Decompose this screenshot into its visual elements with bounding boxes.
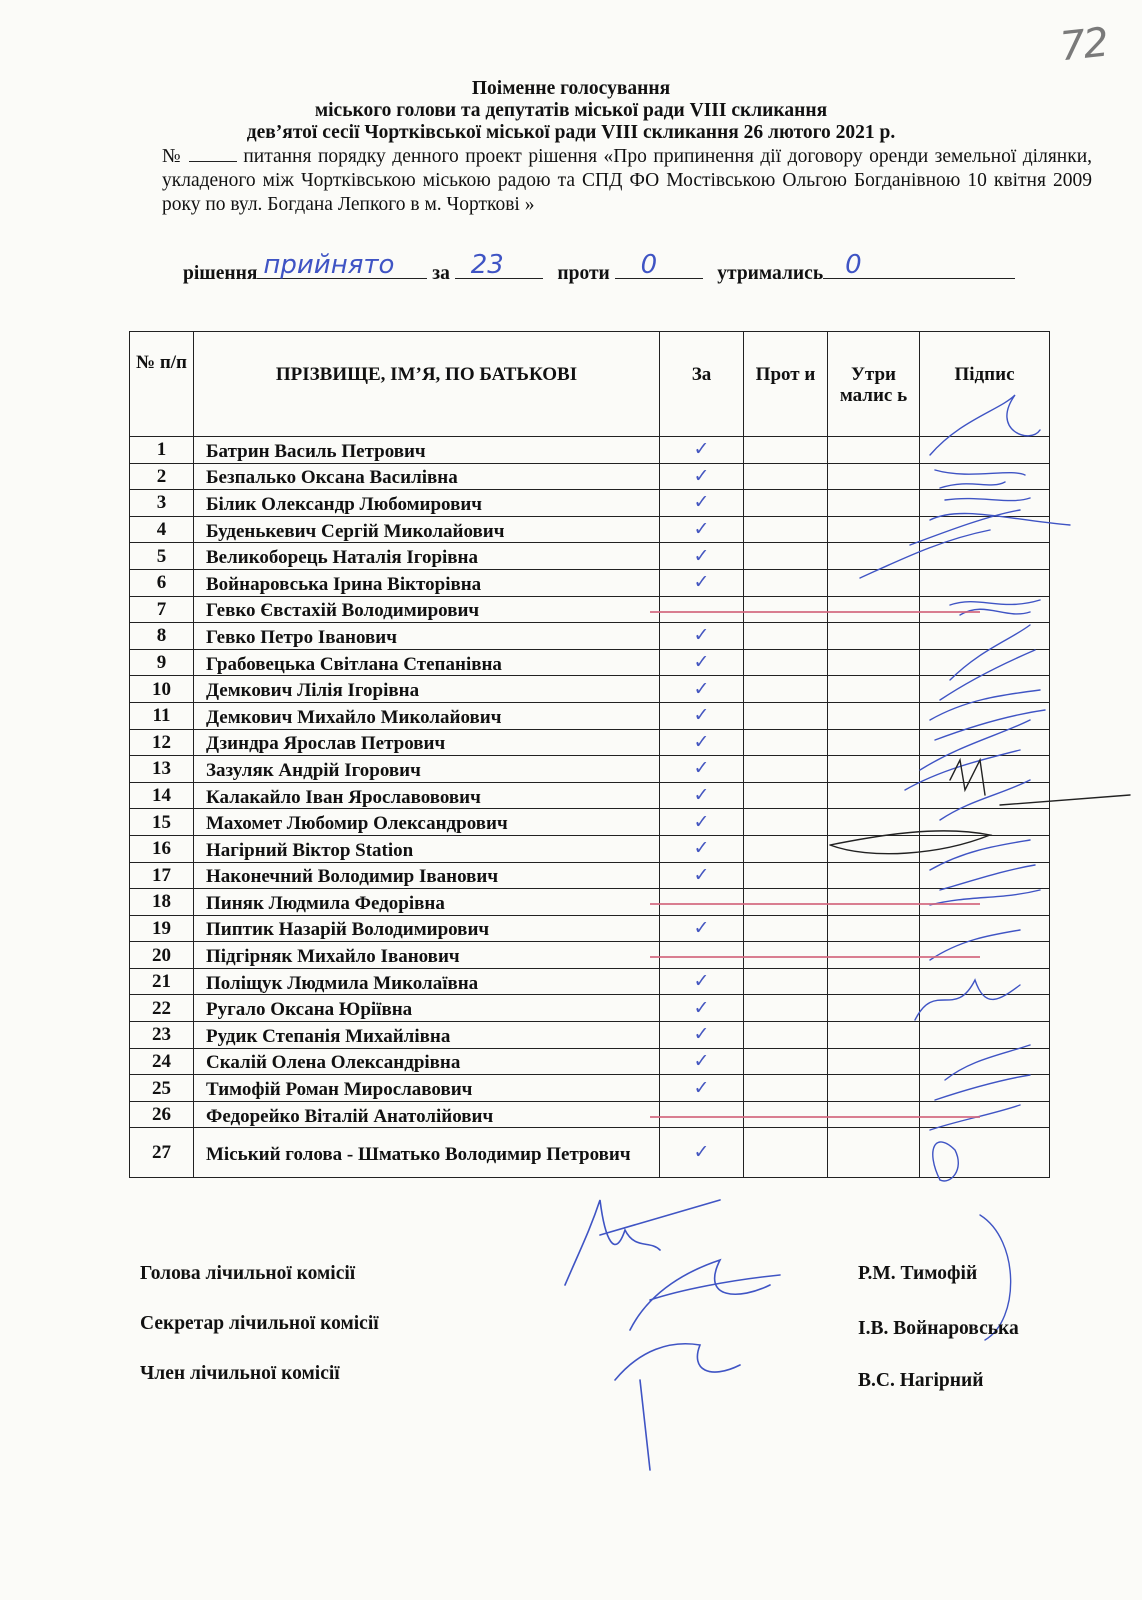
vote-abstained-cell bbox=[828, 756, 920, 783]
vote-abstained-cell bbox=[828, 490, 920, 517]
vote-abstained-cell bbox=[828, 782, 920, 809]
row-number: 11 bbox=[130, 702, 194, 729]
agenda-text: питання порядку денного проект рішення «Про припинення дії договору оренди земельної ділянки, укладеного між Чортківською міською радою та СПД ФО Мостівською Ольгою Богданівною 10 квітня 2009 року по вул. Богдана Лепкого в м. Чорткові » bbox=[162, 146, 1093, 215]
vote-against-cell bbox=[744, 1075, 828, 1102]
absent-strike-line bbox=[650, 611, 980, 613]
vote-against-cell bbox=[744, 915, 828, 942]
vote-abstained-cell bbox=[828, 569, 920, 596]
row-number: 12 bbox=[130, 729, 194, 756]
table-row bbox=[130, 1128, 1050, 1178]
table-row bbox=[130, 437, 1050, 464]
row-number: 1 bbox=[130, 437, 194, 464]
against-label: проти bbox=[557, 263, 610, 284]
title-line-2: міського голови та депутатів міської ради VIII скликання bbox=[314, 100, 828, 121]
table-row bbox=[130, 676, 1050, 703]
vote-for-cell: ✓ bbox=[660, 915, 744, 942]
table-row bbox=[130, 968, 1050, 995]
row-name: Білик Олександр Любомирович bbox=[194, 490, 660, 517]
row-number: 2 bbox=[130, 463, 194, 490]
vote-against-cell bbox=[744, 889, 828, 916]
commission-member-name: В.С. Нагірний bbox=[858, 1370, 984, 1391]
row-name: Нагірний Віктор Station bbox=[194, 835, 660, 862]
vote-against-cell bbox=[744, 756, 828, 783]
vote-abstained-cell bbox=[828, 889, 920, 916]
row-name: Тимофій Роман Мирославович bbox=[194, 1075, 660, 1102]
vote-abstained-cell bbox=[828, 1022, 920, 1049]
vote-for-cell: ✓ bbox=[660, 756, 744, 783]
vote-for-cell: ✓ bbox=[660, 676, 744, 703]
row-number: 18 bbox=[130, 889, 194, 916]
title-line-1: Поіменне голосування bbox=[471, 78, 671, 99]
table-row bbox=[130, 756, 1050, 783]
vote-for-cell: ✓ bbox=[660, 569, 744, 596]
table-row bbox=[130, 649, 1050, 676]
vote-abstained-cell bbox=[828, 942, 920, 969]
vote-against-cell bbox=[744, 995, 828, 1022]
vote-for-cell: ✓ bbox=[660, 1048, 744, 1075]
table-row bbox=[130, 915, 1050, 942]
vote-abstained-cell bbox=[828, 809, 920, 836]
title-line-3: дев’ятої сесії Чортківської міської ради VIII скликання 26 лютого 2021 р. bbox=[246, 122, 896, 143]
vote-abstained-cell bbox=[828, 649, 920, 676]
decision-line bbox=[183, 250, 1083, 285]
row-number: 17 bbox=[130, 862, 194, 889]
vote-for-cell: ✓ bbox=[660, 649, 744, 676]
row-name: Батрин Василь Петрович bbox=[194, 437, 660, 464]
row-name: Підгірняк Михайло Іванович bbox=[194, 942, 660, 969]
vote-abstained-cell bbox=[828, 623, 920, 650]
vote-against-cell bbox=[744, 702, 828, 729]
voting-table-body bbox=[130, 437, 1050, 1178]
vote-abstained-cell bbox=[828, 702, 920, 729]
row-number: 9 bbox=[130, 649, 194, 676]
vote-for-cell: ✓ bbox=[660, 782, 744, 809]
commission-member-signature bbox=[615, 1344, 740, 1470]
vote-against-cell bbox=[744, 463, 828, 490]
vote-against-cell bbox=[744, 1101, 828, 1128]
signature-cell bbox=[920, 1128, 1050, 1178]
row-name: Безпалько Оксана Василівна bbox=[194, 463, 660, 490]
signature-cell bbox=[920, 835, 1050, 862]
row-number: 25 bbox=[130, 1075, 194, 1102]
row-number: 6 bbox=[130, 569, 194, 596]
row-number: 24 bbox=[130, 1048, 194, 1075]
vote-abstained-cell bbox=[828, 596, 920, 623]
vote-for-cell: ✓ bbox=[660, 463, 744, 490]
commission-member-label: Член лічильної комісії bbox=[140, 1363, 340, 1384]
vote-against-cell bbox=[744, 490, 828, 517]
vote-abstained-cell bbox=[828, 862, 920, 889]
signature-cell bbox=[920, 756, 1050, 783]
vote-against-cell bbox=[744, 676, 828, 703]
row-number: 21 bbox=[130, 968, 194, 995]
signature-cell bbox=[920, 995, 1050, 1022]
row-number: 27 bbox=[130, 1128, 194, 1178]
row-name: Великоборець Наталія Ігорівна bbox=[194, 543, 660, 570]
header-signature: Підпис bbox=[920, 332, 1050, 437]
table-row bbox=[130, 995, 1050, 1022]
row-number: 10 bbox=[130, 676, 194, 703]
vote-for-cell: ✓ bbox=[660, 729, 744, 756]
signature-cell bbox=[920, 889, 1050, 916]
signature-cell bbox=[920, 596, 1050, 623]
vote-for-cell: ✓ bbox=[660, 543, 744, 570]
vote-against-cell bbox=[744, 596, 828, 623]
table-header-row bbox=[130, 332, 1050, 437]
signature-cell bbox=[920, 942, 1050, 969]
voting-table bbox=[129, 331, 1050, 1178]
table-row bbox=[130, 942, 1050, 969]
row-number: 8 bbox=[130, 623, 194, 650]
vote-against-cell bbox=[744, 543, 828, 570]
signature-cell bbox=[920, 516, 1050, 543]
absent-strike-line bbox=[650, 903, 980, 905]
signature-cell bbox=[920, 782, 1050, 809]
vote-for-cell: ✓ bbox=[660, 516, 744, 543]
table-row bbox=[130, 490, 1050, 517]
table-row bbox=[130, 596, 1050, 623]
row-number: 5 bbox=[130, 543, 194, 570]
vote-for-cell: ✓ bbox=[660, 623, 744, 650]
vote-for-cell: ✓ bbox=[660, 835, 744, 862]
vote-abstained-cell bbox=[828, 968, 920, 995]
abstained-label: утримались bbox=[717, 263, 824, 284]
for-value: 23 bbox=[470, 250, 504, 280]
table-row bbox=[130, 835, 1050, 862]
signature-cell bbox=[920, 490, 1050, 517]
table-row bbox=[130, 623, 1050, 650]
vote-against-cell bbox=[744, 1048, 828, 1075]
row-number: 7 bbox=[130, 596, 194, 623]
for-label: за bbox=[432, 263, 450, 284]
vote-for-cell: ✓ bbox=[660, 1128, 744, 1178]
vote-abstained-cell bbox=[828, 463, 920, 490]
row-name: Федорейко Віталій Анатолійович bbox=[194, 1101, 660, 1128]
signature-cell bbox=[920, 623, 1050, 650]
vote-against-cell bbox=[744, 729, 828, 756]
row-number: 20 bbox=[130, 942, 194, 969]
commission-secretary-signature bbox=[630, 1260, 780, 1330]
vote-against-cell bbox=[744, 942, 828, 969]
table-row bbox=[130, 516, 1050, 543]
table-row bbox=[130, 1022, 1050, 1049]
signature-cell bbox=[920, 1022, 1050, 1049]
vote-abstained-cell bbox=[828, 676, 920, 703]
row-name: Пиптик Назарій Володимирович bbox=[194, 915, 660, 942]
vote-abstained-cell bbox=[828, 437, 920, 464]
vote-against-cell bbox=[744, 516, 828, 543]
agenda-number-blank bbox=[189, 147, 237, 162]
table-row bbox=[130, 1075, 1050, 1102]
vote-against-cell bbox=[744, 1128, 828, 1178]
table-row bbox=[130, 702, 1050, 729]
vote-against-cell bbox=[744, 437, 828, 464]
header-name: ПРІЗВИЩЕ, ІМ’Я, ПО БАТЬКОВІ bbox=[194, 332, 660, 437]
signature-cell bbox=[920, 702, 1050, 729]
header-against: Прот и bbox=[744, 332, 828, 437]
signature-cell bbox=[920, 729, 1050, 756]
row-number: 19 bbox=[130, 915, 194, 942]
row-name: Гевко Петро Іванович bbox=[194, 623, 660, 650]
vote-for-cell: ✓ bbox=[660, 995, 744, 1022]
table-row bbox=[130, 543, 1050, 570]
signature-cell bbox=[920, 1048, 1050, 1075]
vote-against-cell bbox=[744, 623, 828, 650]
decision-label: рішення bbox=[183, 263, 258, 284]
absent-strike-line bbox=[650, 956, 980, 958]
row-number: 22 bbox=[130, 995, 194, 1022]
vote-for-cell: ✓ bbox=[660, 490, 744, 517]
agenda-number-sign: № bbox=[162, 146, 183, 167]
signature-cell bbox=[920, 676, 1050, 703]
abstained-field bbox=[823, 250, 1015, 280]
against-value: 0 bbox=[640, 250, 658, 280]
row-name: Пиняк Людмила Федорівна bbox=[194, 889, 660, 916]
header-number: № п/п bbox=[130, 332, 194, 437]
row-name: Ругало Оксана Юріївна bbox=[194, 995, 660, 1022]
header-abstained: Утри малис ь bbox=[828, 332, 920, 437]
row-name: Наконечний Володимир Іванович bbox=[194, 862, 660, 889]
signature-cell bbox=[920, 649, 1050, 676]
vote-abstained-cell bbox=[828, 516, 920, 543]
row-number: 14 bbox=[130, 782, 194, 809]
commission-head-signature bbox=[565, 1200, 720, 1285]
row-number: 26 bbox=[130, 1101, 194, 1128]
signature-cell bbox=[920, 915, 1050, 942]
vote-for-cell: ✓ bbox=[660, 968, 744, 995]
decision-field bbox=[257, 250, 427, 280]
header-for: За bbox=[660, 332, 744, 437]
vote-abstained-cell bbox=[828, 1128, 920, 1178]
signature-cell bbox=[920, 463, 1050, 490]
table-row bbox=[130, 1101, 1050, 1128]
vote-against-cell bbox=[744, 782, 828, 809]
against-field bbox=[615, 250, 703, 280]
table-row bbox=[130, 782, 1050, 809]
agenda-item bbox=[162, 145, 1092, 217]
vote-for-cell: ✓ bbox=[660, 1075, 744, 1102]
table-row bbox=[130, 729, 1050, 756]
vote-for-cell: ✓ bbox=[660, 809, 744, 836]
absent-strike-line bbox=[650, 1116, 980, 1118]
vote-against-cell bbox=[744, 649, 828, 676]
for-field bbox=[455, 250, 543, 280]
row-name: Махомет Любомир Олександрович bbox=[194, 809, 660, 836]
page-number: 72 bbox=[1057, 19, 1110, 71]
vote-for-cell: ✓ bbox=[660, 437, 744, 464]
vote-against-cell bbox=[744, 862, 828, 889]
vote-abstained-cell bbox=[828, 1048, 920, 1075]
vote-abstained-cell bbox=[828, 1101, 920, 1128]
row-name: Грабовецька Світлана Степанівна bbox=[194, 649, 660, 676]
signature-cell bbox=[920, 1101, 1050, 1128]
row-name: Дзиндра Ярослав Петрович bbox=[194, 729, 660, 756]
row-name: Зазуляк Андрій Ігорович bbox=[194, 756, 660, 783]
vote-against-cell bbox=[744, 569, 828, 596]
row-name: Міський голова - Шматько Володимир Петрович bbox=[194, 1128, 660, 1178]
signature-cell bbox=[920, 437, 1050, 464]
vote-against-cell bbox=[744, 968, 828, 995]
signature-cell bbox=[920, 862, 1050, 889]
row-number: 16 bbox=[130, 835, 194, 862]
signature-cell bbox=[920, 809, 1050, 836]
row-name: Войнаровська Ірина Вікторівна bbox=[194, 569, 660, 596]
signature-cell bbox=[920, 968, 1050, 995]
vote-for-cell bbox=[660, 1101, 744, 1128]
row-name: Гевко Євстахій Володимирович bbox=[194, 596, 660, 623]
signature-cell bbox=[920, 569, 1050, 596]
signature-cell bbox=[920, 543, 1050, 570]
row-name: Поліщук Людмила Миколаївна bbox=[194, 968, 660, 995]
table-row bbox=[130, 1048, 1050, 1075]
vote-for-cell: ✓ bbox=[660, 862, 744, 889]
decision-value: прийнято bbox=[263, 250, 395, 280]
row-name: Скалій Олена Олександрівна bbox=[194, 1048, 660, 1075]
vote-abstained-cell bbox=[828, 915, 920, 942]
vote-for-cell: ✓ bbox=[660, 1022, 744, 1049]
vote-abstained-cell bbox=[828, 835, 920, 862]
commission-secretary-name: І.В. Войнаровська bbox=[858, 1318, 1019, 1339]
row-name: Демкович Лілія Ігорівна bbox=[194, 676, 660, 703]
vote-against-cell bbox=[744, 809, 828, 836]
commission-head-label: Голова лічильної комісії bbox=[140, 1263, 356, 1284]
table-row bbox=[130, 889, 1050, 916]
vote-against-cell bbox=[744, 1022, 828, 1049]
vote-for-cell bbox=[660, 889, 744, 916]
row-number: 13 bbox=[130, 756, 194, 783]
vote-for-cell: ✓ bbox=[660, 702, 744, 729]
commission-head-name: Р.М. Тимофій bbox=[858, 1263, 978, 1284]
vote-against-cell bbox=[744, 835, 828, 862]
row-number: 23 bbox=[130, 1022, 194, 1049]
signature-cell bbox=[920, 1075, 1050, 1102]
abstained-value: 0 bbox=[845, 250, 862, 280]
row-number: 4 bbox=[130, 516, 194, 543]
vote-abstained-cell bbox=[828, 1075, 920, 1102]
vote-abstained-cell bbox=[828, 995, 920, 1022]
vote-for-cell bbox=[660, 942, 744, 969]
table-row bbox=[130, 809, 1050, 836]
vote-for-cell bbox=[660, 596, 744, 623]
row-name: Демкович Михайло Миколайович bbox=[194, 702, 660, 729]
row-number: 15 bbox=[130, 809, 194, 836]
row-name: Калакайло Іван Ярославовович bbox=[194, 782, 660, 809]
table-row bbox=[130, 569, 1050, 596]
commission-secretary-label: Секретар лічильної комісії bbox=[140, 1313, 379, 1334]
row-number: 3 bbox=[130, 490, 194, 517]
vote-abstained-cell bbox=[828, 543, 920, 570]
table-row bbox=[130, 862, 1050, 889]
row-name: Рудик Степанія Михайлівна bbox=[194, 1022, 660, 1049]
document-title bbox=[0, 78, 1142, 144]
row-name: Буденькевич Сергій Миколайович bbox=[194, 516, 660, 543]
vote-abstained-cell bbox=[828, 729, 920, 756]
table-row bbox=[130, 463, 1050, 490]
